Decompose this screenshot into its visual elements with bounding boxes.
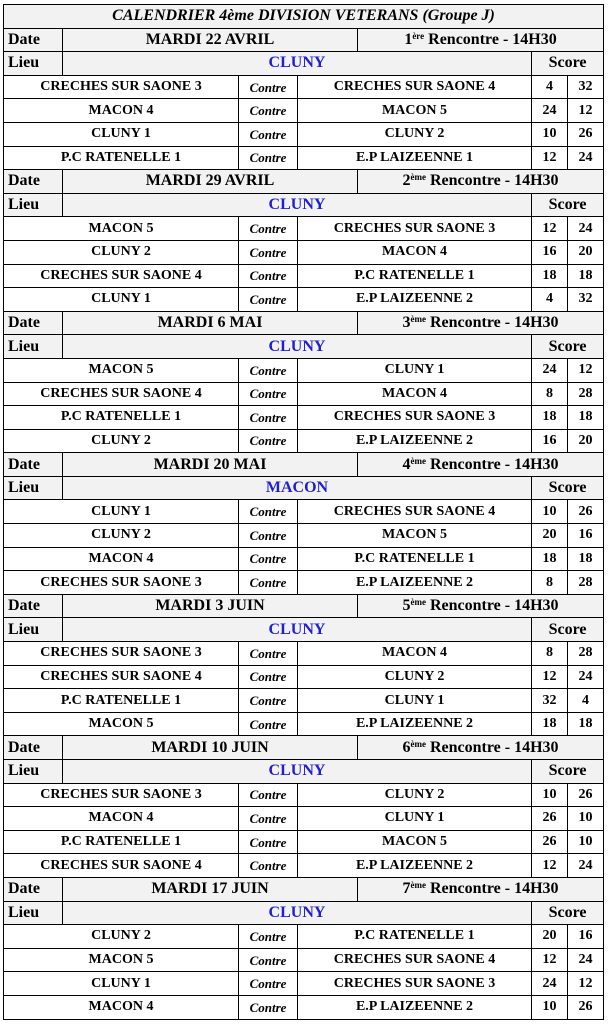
home-team: MACON 5 (4, 358, 239, 382)
contre-label: Contre (239, 358, 298, 382)
score-away: 24 (568, 854, 604, 878)
score-home: 4 (532, 75, 568, 99)
round-lieu: CLUNY (63, 335, 532, 359)
score-home: 24 (532, 972, 568, 996)
score-away: 12 (568, 358, 604, 382)
score-away: 26 (568, 500, 604, 524)
lieu-row (4, 618, 604, 642)
round-date: MARDI 17 JUIN (63, 877, 358, 901)
score-away: 18 (568, 406, 604, 430)
contre-label: Contre (239, 500, 298, 524)
match-row (4, 972, 604, 996)
away-team: MACON 5 (298, 830, 532, 854)
match-row (4, 382, 604, 406)
score-home: 8 (532, 382, 568, 406)
home-team: MACON 5 (4, 217, 239, 241)
away-team: E.P LAIZEENNE 2 (298, 995, 532, 1019)
score-away: 18 (568, 712, 604, 736)
away-team: MACON 4 (298, 382, 532, 406)
contre-label: Contre (239, 712, 298, 736)
lieu-label: Lieu (4, 193, 63, 217)
away-team: E.P LAIZEENNE 1 (298, 146, 532, 170)
home-team: CRECHES SUR SAONE 3 (4, 75, 239, 99)
match-row (4, 547, 604, 571)
score-home: 16 (532, 240, 568, 264)
score-away: 18 (568, 264, 604, 288)
score-away: 24 (568, 665, 604, 689)
contre-label: Contre (239, 524, 298, 548)
match-row (4, 288, 604, 312)
contre-label: Contre (239, 146, 298, 170)
lieu-row (4, 760, 604, 784)
match-row (4, 925, 604, 949)
home-team: MACON 4 (4, 547, 239, 571)
score-home: 10 (532, 122, 568, 146)
away-team: E.P LAIZEENNE 2 (298, 712, 532, 736)
round-lieu: MACON (63, 476, 532, 500)
score-away: 16 (568, 524, 604, 548)
score-away: 26 (568, 995, 604, 1019)
score-away: 24 (568, 948, 604, 972)
home-team: CLUNY 1 (4, 122, 239, 146)
score-home: 18 (532, 264, 568, 288)
match-row (4, 642, 604, 666)
round-rencontre: 2ème Rencontre - 14H30 (358, 170, 604, 194)
away-team: CRECHES SUR SAONE 3 (298, 972, 532, 996)
score-home: 10 (532, 783, 568, 807)
home-team: MACON 4 (4, 99, 239, 123)
match-row (4, 75, 604, 99)
contre-label: Contre (239, 972, 298, 996)
lieu-row (4, 901, 604, 925)
contre-label: Contre (239, 217, 298, 241)
home-team: P.C RATENELLE 1 (4, 146, 239, 170)
match-row (4, 358, 604, 382)
contre-label: Contre (239, 925, 298, 949)
away-team: CLUNY 1 (298, 689, 532, 713)
away-team: P.C RATENELLE 1 (298, 547, 532, 571)
score-away: 28 (568, 571, 604, 595)
contre-label: Contre (239, 807, 298, 831)
score-home: 12 (532, 948, 568, 972)
away-team: P.C RATENELLE 1 (298, 925, 532, 949)
round-date: MARDI 3 JUIN (63, 594, 358, 618)
away-team: CRECHES SUR SAONE 3 (298, 217, 532, 241)
score-away: 32 (568, 288, 604, 312)
score-home: 24 (532, 99, 568, 123)
score-header: Score (532, 618, 604, 642)
date-label: Date (4, 453, 63, 477)
score-header: Score (532, 193, 604, 217)
contre-label: Contre (239, 948, 298, 972)
calendar-table (3, 4, 604, 1020)
score-away: 24 (568, 146, 604, 170)
round-header (4, 311, 604, 335)
score-away: 4 (568, 689, 604, 713)
round-header (4, 594, 604, 618)
match-row (4, 524, 604, 548)
score-home: 32 (532, 689, 568, 713)
lieu-row (4, 335, 604, 359)
score-away: 26 (568, 122, 604, 146)
score-home: 12 (532, 217, 568, 241)
lieu-label: Lieu (4, 335, 63, 359)
match-row (4, 217, 604, 241)
contre-label: Contre (239, 783, 298, 807)
round-rencontre: 7ème Rencontre - 14H30 (358, 877, 604, 901)
score-header: Score (532, 760, 604, 784)
match-row (4, 571, 604, 595)
date-label: Date (4, 594, 63, 618)
round-rencontre: 6ème Rencontre - 14H30 (358, 736, 604, 760)
home-team: CLUNY 2 (4, 429, 239, 453)
home-team: CRECHES SUR SAONE 4 (4, 854, 239, 878)
away-team: MACON 5 (298, 524, 532, 548)
contre-label: Contre (239, 854, 298, 878)
round-lieu: CLUNY (63, 193, 532, 217)
home-team: CRECHES SUR SAONE 4 (4, 382, 239, 406)
home-team: MACON 4 (4, 995, 239, 1019)
away-team: CRECHES SUR SAONE 4 (298, 500, 532, 524)
match-row (4, 264, 604, 288)
lieu-row (4, 52, 604, 76)
away-team: CRECHES SUR SAONE 4 (298, 948, 532, 972)
score-away: 26 (568, 783, 604, 807)
contre-label: Contre (239, 75, 298, 99)
away-team: CLUNY 2 (298, 665, 532, 689)
contre-label: Contre (239, 429, 298, 453)
score-away: 16 (568, 925, 604, 949)
match-row (4, 689, 604, 713)
round-lieu: CLUNY (63, 52, 532, 76)
home-team: P.C RATENELLE 1 (4, 830, 239, 854)
score-away: 32 (568, 75, 604, 99)
round-lieu: CLUNY (63, 618, 532, 642)
round-date: MARDI 6 MAI (63, 311, 358, 335)
away-team: E.P LAIZEENNE 2 (298, 288, 532, 312)
score-away: 20 (568, 240, 604, 264)
score-away: 28 (568, 382, 604, 406)
home-team: CRECHES SUR SAONE 3 (4, 571, 239, 595)
match-row (4, 122, 604, 146)
home-team: MACON 5 (4, 948, 239, 972)
lieu-label: Lieu (4, 618, 63, 642)
score-away: 10 (568, 830, 604, 854)
round-date: MARDI 10 JUIN (63, 736, 358, 760)
score-home: 24 (532, 358, 568, 382)
home-team: MACON 4 (4, 807, 239, 831)
match-row (4, 500, 604, 524)
score-home: 4 (532, 288, 568, 312)
contre-label: Contre (239, 406, 298, 430)
away-team: P.C RATENELLE 1 (298, 264, 532, 288)
round-header (4, 28, 604, 52)
home-team: CRECHES SUR SAONE 4 (4, 264, 239, 288)
home-team: P.C RATENELLE 1 (4, 406, 239, 430)
date-label: Date (4, 877, 63, 901)
score-header: Score (532, 52, 604, 76)
score-home: 16 (532, 429, 568, 453)
away-team: MACON 4 (298, 240, 532, 264)
home-team: MACON 5 (4, 712, 239, 736)
round-rencontre: 4ème Rencontre - 14H30 (358, 453, 604, 477)
round-rencontre: 3ème Rencontre - 14H30 (358, 311, 604, 335)
match-row (4, 146, 604, 170)
date-label: Date (4, 311, 63, 335)
match-row (4, 406, 604, 430)
contre-label: Contre (239, 288, 298, 312)
score-home: 26 (532, 807, 568, 831)
score-home: 20 (532, 925, 568, 949)
home-team: CLUNY 2 (4, 524, 239, 548)
contre-label: Contre (239, 122, 298, 146)
contre-label: Contre (239, 571, 298, 595)
contre-label: Contre (239, 264, 298, 288)
round-header (4, 736, 604, 760)
score-away: 24 (568, 217, 604, 241)
home-team: CLUNY 2 (4, 925, 239, 949)
match-row (4, 712, 604, 736)
lieu-label: Lieu (4, 760, 63, 784)
date-label: Date (4, 170, 63, 194)
match-row (4, 854, 604, 878)
score-home: 12 (532, 854, 568, 878)
contre-label: Contre (239, 547, 298, 571)
home-team: CLUNY 1 (4, 972, 239, 996)
away-team: E.P LAIZEENNE 2 (298, 429, 532, 453)
score-away: 20 (568, 429, 604, 453)
score-home: 8 (532, 571, 568, 595)
home-team: CRECHES SUR SAONE 3 (4, 783, 239, 807)
contre-label: Contre (239, 830, 298, 854)
score-home: 12 (532, 665, 568, 689)
score-away: 12 (568, 99, 604, 123)
away-team: CLUNY 1 (298, 807, 532, 831)
match-row (4, 99, 604, 123)
score-header: Score (532, 476, 604, 500)
round-date: MARDI 22 AVRIL (63, 28, 358, 52)
round-header (4, 877, 604, 901)
lieu-row (4, 193, 604, 217)
match-row (4, 807, 604, 831)
score-home: 12 (532, 146, 568, 170)
home-team: CRECHES SUR SAONE 4 (4, 665, 239, 689)
away-team: CLUNY 2 (298, 122, 532, 146)
lieu-row (4, 476, 604, 500)
away-team: MACON 4 (298, 642, 532, 666)
contre-label: Contre (239, 689, 298, 713)
home-team: CLUNY 2 (4, 240, 239, 264)
round-lieu: CLUNY (63, 760, 532, 784)
home-team: CLUNY 1 (4, 500, 239, 524)
score-home: 8 (532, 642, 568, 666)
match-row (4, 429, 604, 453)
match-row (4, 240, 604, 264)
score-home: 10 (532, 995, 568, 1019)
lieu-label: Lieu (4, 476, 63, 500)
round-header (4, 453, 604, 477)
home-team: CRECHES SUR SAONE 3 (4, 642, 239, 666)
contre-label: Contre (239, 665, 298, 689)
away-team: CRECHES SUR SAONE 4 (298, 75, 532, 99)
score-away: 18 (568, 547, 604, 571)
away-team: MACON 5 (298, 99, 532, 123)
away-team: CLUNY 1 (298, 358, 532, 382)
score-home: 18 (532, 547, 568, 571)
round-date: MARDI 29 AVRIL (63, 170, 358, 194)
round-rencontre: 1ère Rencontre - 14H30 (358, 28, 604, 52)
contre-label: Contre (239, 382, 298, 406)
score-away: 28 (568, 642, 604, 666)
home-team: P.C RATENELLE 1 (4, 689, 239, 713)
home-team: CLUNY 1 (4, 288, 239, 312)
date-label: Date (4, 28, 63, 52)
away-team: CRECHES SUR SAONE 3 (298, 406, 532, 430)
score-header: Score (532, 335, 604, 359)
score-home: 10 (532, 500, 568, 524)
match-row (4, 665, 604, 689)
score-home: 18 (532, 406, 568, 430)
match-row (4, 783, 604, 807)
score-home: 26 (532, 830, 568, 854)
score-away: 12 (568, 972, 604, 996)
match-row (4, 948, 604, 972)
score-header: Score (532, 901, 604, 925)
round-header (4, 170, 604, 194)
date-label: Date (4, 736, 63, 760)
score-away: 10 (568, 807, 604, 831)
contre-label: Contre (239, 99, 298, 123)
contre-label: Contre (239, 240, 298, 264)
away-team: E.P LAIZEENNE 2 (298, 854, 532, 878)
lieu-label: Lieu (4, 52, 63, 76)
round-rencontre: 5ème Rencontre - 14H30 (358, 594, 604, 618)
match-row (4, 830, 604, 854)
lieu-label: Lieu (4, 901, 63, 925)
score-home: 18 (532, 712, 568, 736)
away-team: CLUNY 2 (298, 783, 532, 807)
away-team: E.P LAIZEENNE 2 (298, 571, 532, 595)
contre-label: Contre (239, 642, 298, 666)
round-date: MARDI 20 MAI (63, 453, 358, 477)
page-title: CALENDRIER 4ème DIVISION VETERANS (Groupe J) (4, 5, 604, 29)
round-lieu: CLUNY (63, 901, 532, 925)
contre-label: Contre (239, 995, 298, 1019)
match-row (4, 995, 604, 1019)
score-home: 20 (532, 524, 568, 548)
